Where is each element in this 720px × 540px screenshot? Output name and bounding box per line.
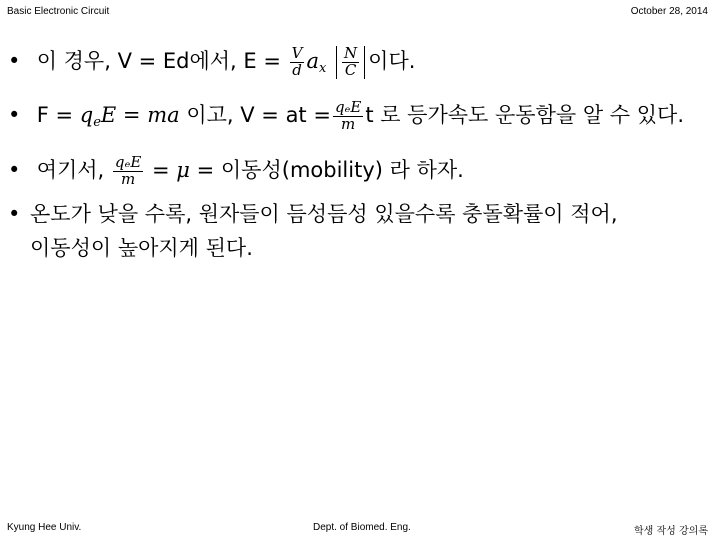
- bullet-3-text-a: 여기서,: [36, 158, 105, 183]
- footer-department: Dept. of Biomed. Eng.: [313, 522, 411, 533]
- bullet-dot: •: [8, 158, 21, 183]
- bullet-2-text-b: 이고, V = at =: [186, 103, 331, 128]
- fraction-qe-over-m: $\frac{\text{qₑE}}{m}$: [334, 98, 362, 133]
- bullet-dot: •: [8, 49, 21, 74]
- bullet-2-text-c: t 로 등가속도 운동함을 알 수 있다.: [365, 103, 684, 128]
- mobility-symbol: μ: [176, 158, 190, 183]
- unit-vector-a: a: [306, 49, 320, 74]
- unit-bracket: [336, 46, 365, 79]
- fraction-n-over-c: $\frac{N}{C}$: [344, 44, 358, 79]
- fraction-qe-over-m: $\frac{\text{qₑE}}{m}$: [114, 153, 142, 188]
- bullet-dot: •: [8, 202, 21, 226]
- header-course-title: Basic Electronic Circuit: [7, 6, 110, 17]
- bullet-3-equals: =: [151, 158, 170, 183]
- bullet-3-text-c: = 이동성(mobility) 라 하자.: [196, 158, 464, 183]
- bullet-4-line-1: 온도가 낮을 수록, 원자들이 듬성듬성 있을수록 충돌확률이 적어,: [30, 202, 618, 226]
- charge-symbol: q: [79, 103, 94, 128]
- bullet-3: [8, 155, 464, 188]
- bullet-2: [8, 100, 684, 133]
- charge-subscript: e: [93, 115, 101, 131]
- footer-university: Kyung Hee Univ.: [7, 522, 82, 533]
- bullet-2-text-a: F =: [36, 103, 74, 128]
- header-date: October 28, 2014: [630, 6, 708, 17]
- field-symbol: E: [100, 103, 117, 128]
- bullet-1-text-b: 이다.: [368, 49, 416, 74]
- bullet-1: [8, 46, 415, 79]
- footer-note: 학생 작성 강의록: [634, 526, 708, 537]
- newton-law: = ma: [122, 103, 180, 128]
- bullet-1-text-a: 이 경우, V = Ed에서, E =: [36, 49, 281, 74]
- bullet-dot: •: [8, 103, 21, 128]
- fraction-v-over-d: $\frac{V}{d}$: [291, 44, 303, 79]
- unit-vector-subscript: x: [319, 61, 327, 77]
- bullet-4-line-2: 이동성이 높아지게 된다.: [30, 236, 253, 260]
- bullet-4: [8, 204, 618, 225]
